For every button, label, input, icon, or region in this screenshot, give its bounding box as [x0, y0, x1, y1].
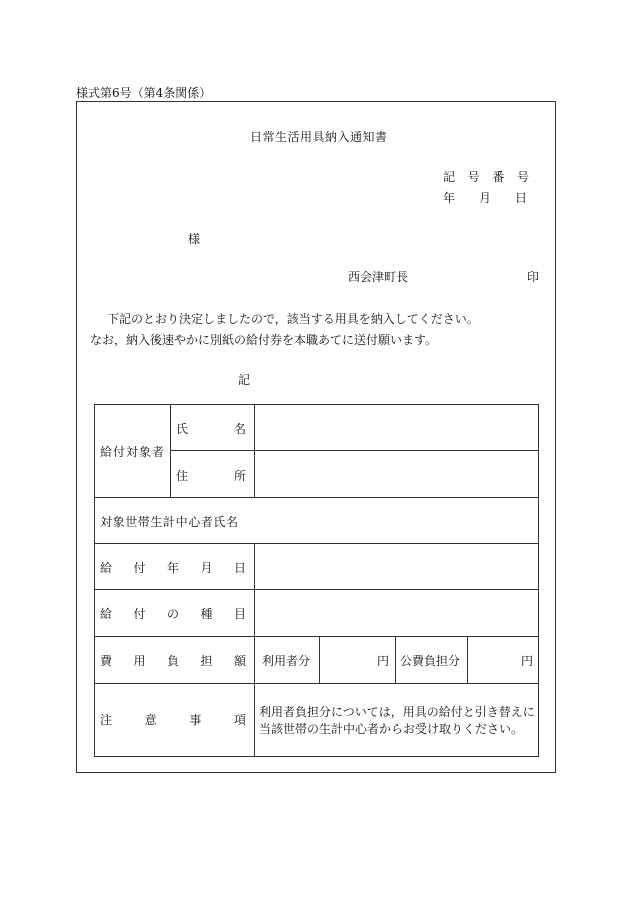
type-label-char: 種	[200, 607, 213, 621]
notes-label-char: 注	[100, 713, 113, 727]
seal-mark: 印	[527, 270, 540, 284]
table-rule	[94, 543, 539, 544]
issuer-name: 西会津町長	[348, 270, 409, 284]
household-head-label: 対象世帯生計中心者氏名	[100, 515, 239, 529]
table-rule	[254, 543, 255, 757]
table-rule	[170, 404, 171, 497]
day-label: 日	[514, 191, 527, 205]
table-border-right	[538, 404, 539, 757]
table-rule	[94, 497, 539, 498]
type-label	[100, 605, 246, 622]
notes-label-char: 意	[144, 713, 157, 727]
reference-char: 号	[467, 170, 480, 184]
date-row	[443, 189, 527, 206]
cost-label-char: 担	[200, 654, 213, 668]
date-label-char: 月	[200, 561, 213, 575]
body-line-2: なお，納入後速やかに別紙の給付券を本職あてに送付願います。	[90, 333, 438, 347]
table-rule	[94, 589, 539, 590]
cost-label-char: 額	[233, 654, 246, 668]
cost-label-char: 費	[100, 654, 113, 668]
name-label	[176, 420, 246, 437]
user-share-label: 利用者分	[262, 654, 311, 668]
form-number-label: 様式第6号（第4条関係）	[76, 86, 212, 100]
reference-char: 番	[492, 170, 505, 184]
month-label: 月	[478, 191, 491, 205]
table-rule	[254, 404, 255, 497]
cost-label-char: 負	[166, 654, 179, 668]
details-table	[94, 404, 539, 757]
ki-heading: 記	[238, 373, 251, 387]
address-label-char: 所	[233, 469, 246, 483]
date-label-char: 給	[100, 561, 113, 575]
reference-char: 記	[443, 170, 456, 184]
date-label-char: 日	[233, 561, 246, 575]
notes-text: 利用者負担分については，用具の給付と引き替えに当該世帯の生計中心者からお受け取りください。	[259, 705, 535, 736]
table-border-left	[94, 404, 95, 757]
addressee-suffix: 様	[188, 232, 201, 246]
body-line-1: 下記のとおり決定しましたので，該当する用具を納入してください。	[107, 312, 479, 326]
type-label-char: の	[166, 607, 179, 621]
name-label-char: 名	[233, 422, 246, 436]
notes-label-char: 項	[233, 713, 246, 727]
document-title: 日常生活用具納入通知書	[250, 130, 388, 144]
table-border-bottom	[94, 756, 539, 757]
table-border-top	[94, 404, 539, 405]
table-rule	[467, 636, 468, 683]
table-rule	[170, 450, 539, 451]
date-label-char: 付	[133, 561, 146, 575]
user-share-yen: 円	[377, 654, 390, 668]
address-label-char: 住	[176, 469, 189, 483]
type-label-char: 目	[233, 607, 246, 621]
date-label-char: 年	[166, 561, 179, 575]
table-rule	[319, 636, 320, 683]
year-label: 年	[443, 191, 456, 205]
table-rule	[395, 636, 396, 683]
name-label-char: 氏	[176, 422, 189, 436]
date-label	[100, 559, 246, 576]
reference-number-row	[443, 168, 529, 185]
public-share-label: 公費負担分	[400, 654, 461, 668]
reference-char: 号	[516, 170, 529, 184]
table-rule	[94, 683, 539, 684]
notes-label-char: 事	[189, 713, 202, 727]
table-rule	[94, 636, 539, 637]
address-label	[176, 467, 246, 484]
cost-label-char: 用	[133, 654, 146, 668]
notes-label	[100, 711, 246, 728]
public-share-yen: 円	[521, 654, 534, 668]
type-label-char: 給	[100, 607, 113, 621]
type-label-char: 付	[133, 607, 146, 621]
recipient-label: 給付対象者	[100, 445, 166, 459]
cost-label	[100, 652, 246, 669]
